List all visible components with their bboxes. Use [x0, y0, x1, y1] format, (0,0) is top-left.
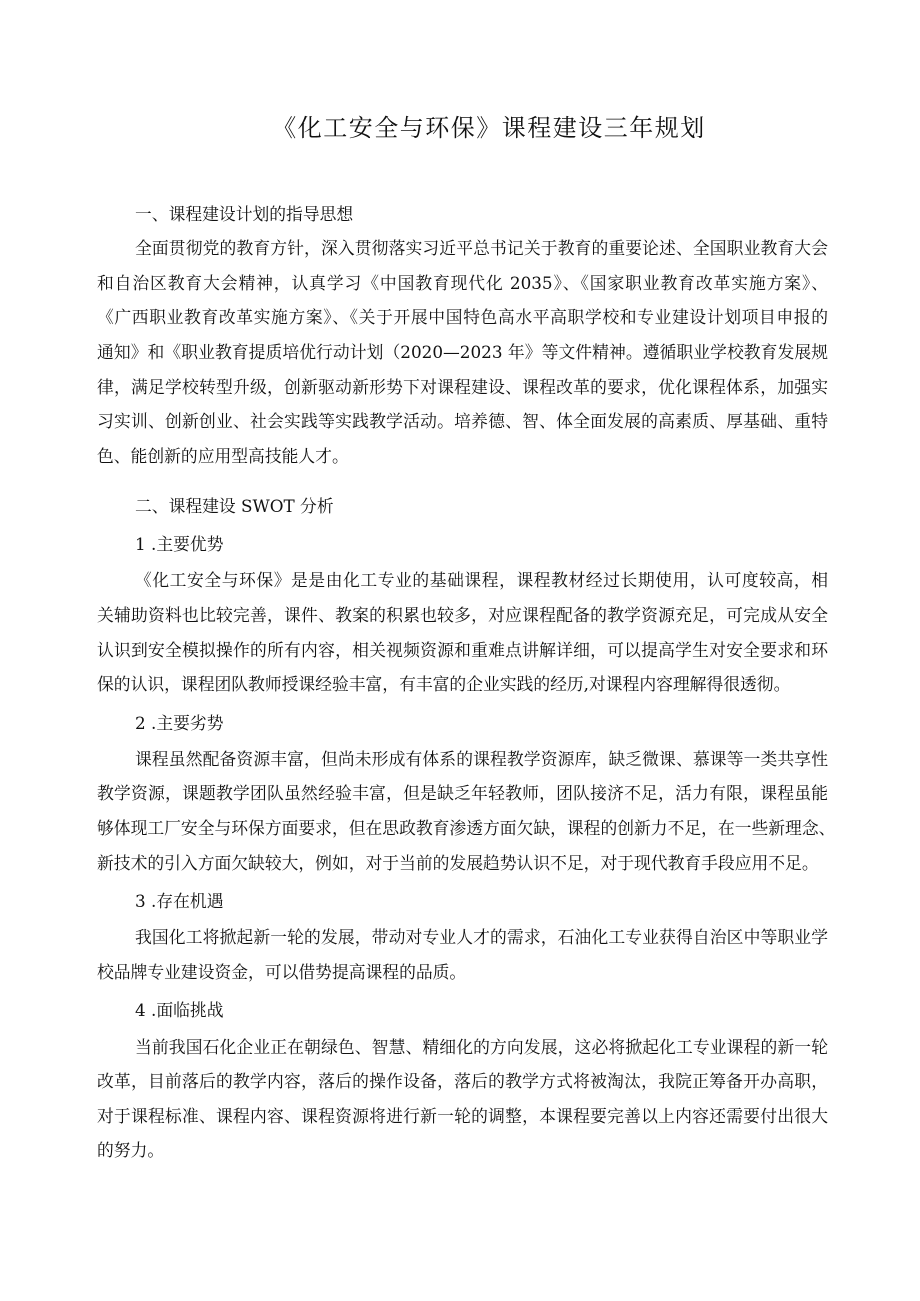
paragraph-line: 新技术的引入方面欠缺较大，例如，对于当前的发展趋势认识不足，对于现代教育手段应用不足。 [97, 852, 819, 873]
paragraph-line: 通知》和《职业教育提质培优行动计划（2020—2023 年》等文件精神。遵循职业学校教育发展规 [97, 342, 828, 363]
document-body [97, 197, 836, 1168]
paragraph-line: 够体现工厂安全与环保方面要求，但在思政教育渗透方面欠缺，课程的创新力不足，在一些新理念、 [97, 817, 836, 838]
section-heading: 二、课程建设 SWOT 分析 [135, 495, 334, 516]
section-heading: 一、课程建设计划的指导思想 [135, 203, 354, 224]
paragraph [97, 231, 828, 473]
subsection [97, 706, 836, 880]
paragraph [97, 742, 836, 880]
document-title: 《化工安全与环保》课程建设三年规划 [272, 114, 706, 142]
subsection-heading: 3 .存在机遇 [135, 891, 224, 912]
paragraph-line: 我国化工将掀起新一轮的发展，带动对专业人才的需求，石油化工专业获得自治区中等职业学 [135, 927, 828, 948]
paragraph-line: 对于课程标准、课程内容、课程资源将进行新一轮的调整，本课程要完善以上内容还需要付出很大 [97, 1105, 828, 1126]
paragraph-line: 教学资源，课题教学团队虽然经验丰富，但是缺乏年轻教师，团队接济不足，活力有限，课程虽能 [97, 783, 828, 804]
paragraph-line: 当前我国石化企业正在朝绿色、智慧、精细化的方向发展，这必将掀起化工专业课程的新一轮 [135, 1036, 828, 1057]
subsection [97, 527, 828, 701]
paragraph-line: 习实训、创新创业、社会实践等实践教学活动。培养德、智、体全面发展的高素质、厚基础、重特 [97, 411, 828, 432]
paragraph-line: 色、能创新的应用型高技能人才。 [97, 445, 349, 466]
paragraph [97, 920, 828, 989]
paragraph-line: 保的认识，课程团队教师授课经验丰富，有丰富的企业实践的经历,对课程内容理解得很透彻。 [97, 674, 791, 695]
paragraph [97, 1030, 828, 1168]
paragraph-line: 全面贯彻党的教育方针，深入贯彻落实习近平总书记关于教育的重要论述、全国职业教育大会 [135, 238, 828, 259]
paragraph-line: 和自治区教育大会精神，认真学习《中国教育现代化 2035》、《国家职业教育改革实施方案》、 [97, 272, 828, 293]
section [97, 489, 836, 1168]
paragraph-line: 《广西职业教育改革实施方案》、《关于开展中国特色高水平高职学校和专业建设计划项目申报的 [97, 307, 828, 328]
paragraph-line: 课程虽然配备资源丰富，但尚未形成有体系的课程教学资源库，缺乏微课、慕课等一类共享性 [135, 748, 828, 769]
paragraph-line: 《化工安全与环保》是是由化工专业的基础课程，课程教材经过长期使用，认可度较高，相 [135, 570, 828, 591]
paragraph [97, 563, 828, 701]
paragraph-line: 的努力。 [97, 1140, 165, 1161]
subsection [97, 884, 828, 989]
paragraph-line: 校品牌专业建设资金，可以借势提高课程的品质。 [97, 961, 467, 982]
paragraph-line: 改革，目前落后的教学内容，落后的操作设备，落后的教学方式将被淘汰，我院正筹备开办高职， [97, 1071, 828, 1092]
subsection-heading: 2 .主要劣势 [135, 712, 224, 733]
subsection [97, 993, 828, 1167]
subsection-heading: 1 .主要优势 [135, 534, 224, 555]
subsection-heading: 4 .面临挑战 [135, 1000, 224, 1021]
section [97, 197, 828, 474]
paragraph-line: 关辅助资料也比较完善，课件、教案的积累也较多，对应课程配备的教学资源充足，可完成从安全 [97, 604, 828, 625]
paragraph-line: 律，满足学校转型升级，创新驱动新形势下对课程建设、课程改革的要求，优化课程体系，加强实 [97, 376, 828, 397]
paragraph-line: 认识到安全模拟操作的所有内容，相关视频资源和重难点讲解详细，可以提高学生对安全要求和环 [97, 639, 828, 660]
